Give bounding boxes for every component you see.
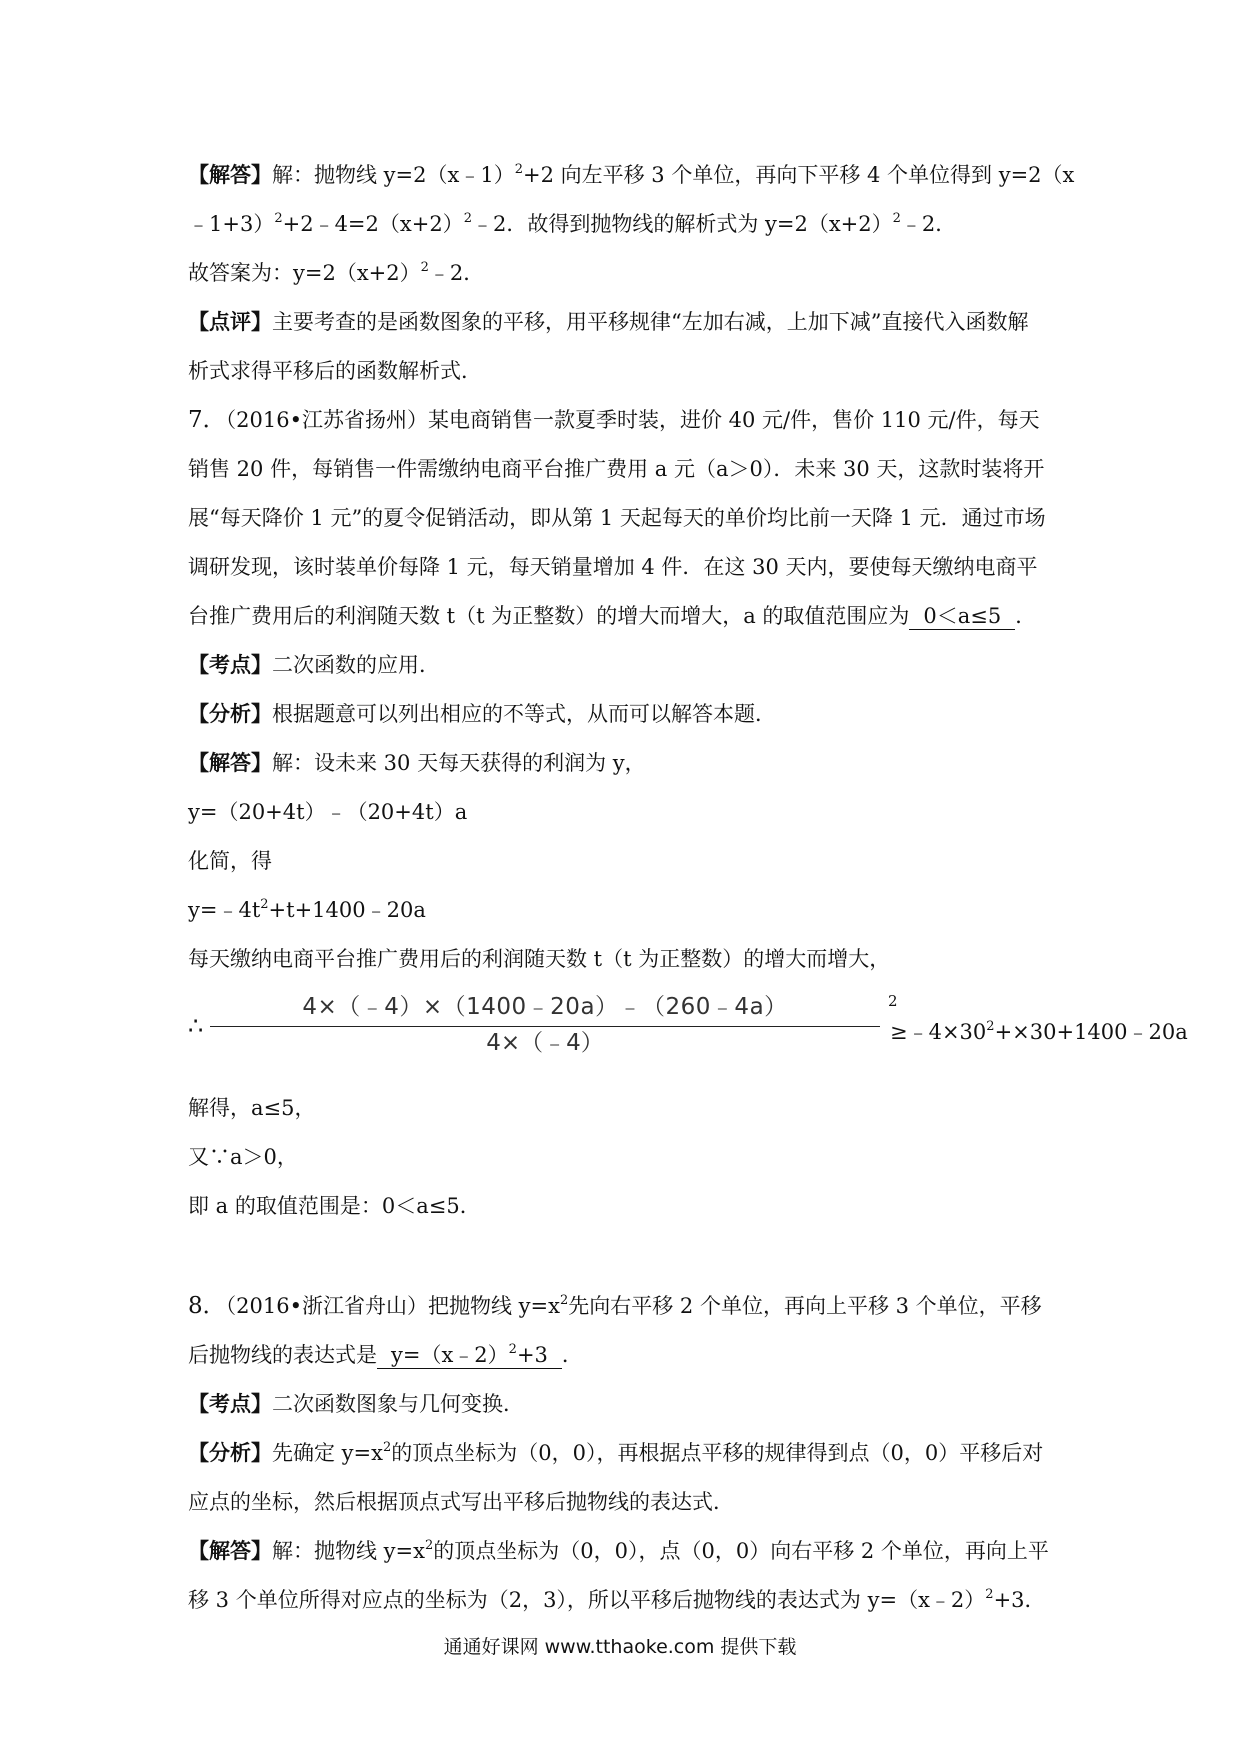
q7-jieda: 【解答】解：设未来 30 天每天获得的利润为 y，: [188, 750, 646, 775]
q7-solve-1: 解得，a≤5，: [188, 1096, 316, 1120]
q7-fenxi: 【分析】根据题意可以列出相应的不等式，从而可以解答本题．: [188, 701, 776, 726]
prev-solution-line-2: $﹣1+3)^2+2﹣4=2(x+2)^2﹣2$．故得到抛物线的解析式为 $y=2(x+2)^2﹣2$．: [188, 211, 957, 236]
q7-line-1: 7．（2016•江苏省扬州）某电商销售一款夏季时装，进价 40 元/件，售价 110 元/件，每天: [188, 407, 1040, 433]
fraction-denominator: 4×（﹣4）: [486, 1030, 604, 1056]
q7-kaodian: 【考点】二次函数的应用．: [188, 652, 440, 677]
prev-solution-line-1: 【解答】解：抛物线 y=2（x﹣1）$^2$+2 向左平移 3 个单位，再向下平移 4 个单位得到 y=2（x: [188, 162, 1075, 187]
prev-answer-line: 故答案为：$y=2(x+2)^2﹣2$．: [188, 260, 485, 285]
q7-line-5: 台推广费用后的利润随天数 t（t 为正整数）的增大而增大，a 的取值范围应为 0＜a≤5 ．: [188, 604, 1037, 628]
q8-answer-blank: y=（x﹣2）$^2$+3: [377, 1342, 562, 1369]
q7-answer-blank: 0＜a≤5: [909, 603, 1015, 630]
page-footer: 通通好课网 www.tthaoke.com 提供下载: [443, 1636, 797, 1658]
prev-comment-line-2: 析式求得平移后的函数解析式．: [188, 359, 482, 383]
therefore-symbol: ∴: [188, 1012, 204, 1040]
q7-equation-2: $y=﹣4t^2+t+1400﹣20a$: [188, 897, 426, 922]
fraction: [210, 990, 880, 1059]
q7-simplify: 化简，得: [188, 849, 272, 873]
q7-line-3: 展“每天降价 1 元”的夏令促销活动，即从第 1 天起每天的单价均比前一天降 1 元．通过市场: [188, 506, 1046, 530]
q7-solve-3: 即 a 的取值范围是：0＜a≤5．: [188, 1194, 481, 1218]
q8-fenxi-1: 【分析】先确定 $y=x^2$的顶点坐标为（0，0），再根据点平移的规律得到点（0，0）平移后对: [188, 1440, 1044, 1465]
q8-kaodian: 【考点】二次函数图象与几何变换．: [188, 1391, 524, 1416]
q7-inequality: [188, 990, 1188, 1070]
q8-jieda-2: 移 3 个单位所得对应点的坐标为（2，3），所以平移后抛物线的表达式为 y=（x﹣2）$^2$+3．: [188, 1587, 1046, 1612]
prev-comment-line-1: 【点评】主要考查的是函数图象的平移，用平移规律“左加右减，上加下减”直接代入函数解: [188, 309, 1029, 334]
q7-number: 7．: [188, 407, 226, 433]
q8-fenxi-2: 应点的坐标，然后根据顶点式写出平移后抛物线的表达式．: [188, 1490, 734, 1514]
q7-line-4: 调研发现，该时装单价每降 1 元，每天销量增加 4 件．在这 30 天内，要使每天缴纳电商平: [188, 555, 1038, 579]
q7-equation-1: y=（20+4t）﹣（20+4t）a: [188, 800, 468, 824]
q7-statement: 每天缴纳电商平台推广费用后的利润随天数 t（t 为正整数）的增大而增大，: [188, 947, 891, 971]
q7-solve-2: 又∵a＞0，: [188, 1145, 298, 1169]
q8-jieda-1: 【解答】解：抛物线 $y=x^2$的顶点坐标为（0，0），点（0，0）向右平移 2 个单位，再向上平: [188, 1538, 1049, 1563]
q8-line-1: 8．（2016•浙江省舟山）把抛物线 $y=x^2$先向右平移 2 个单位，再向上平移 3 个单位，平移: [188, 1293, 1042, 1319]
q8-line-2: 后抛物线的表达式是 y=（x﹣2）$^2$+3 ．: [188, 1342, 583, 1367]
q8-number: 8．: [188, 1293, 226, 1319]
inequality-rhs: $\ge﹣4\times 30^2+\times 30+1400﹣20a$: [890, 1019, 1188, 1044]
q7-line-2: 销售 20 件，每销售一件需缴纳电商平台推广费用 a 元（a＞0）．未来 30 天，这款时装将开: [188, 457, 1045, 481]
fraction-numerator: 4×（﹣4）×（1400﹣20a）﹣（260﹣4a）: [302, 994, 788, 1020]
fraction-exponent: 2: [888, 992, 898, 1010]
